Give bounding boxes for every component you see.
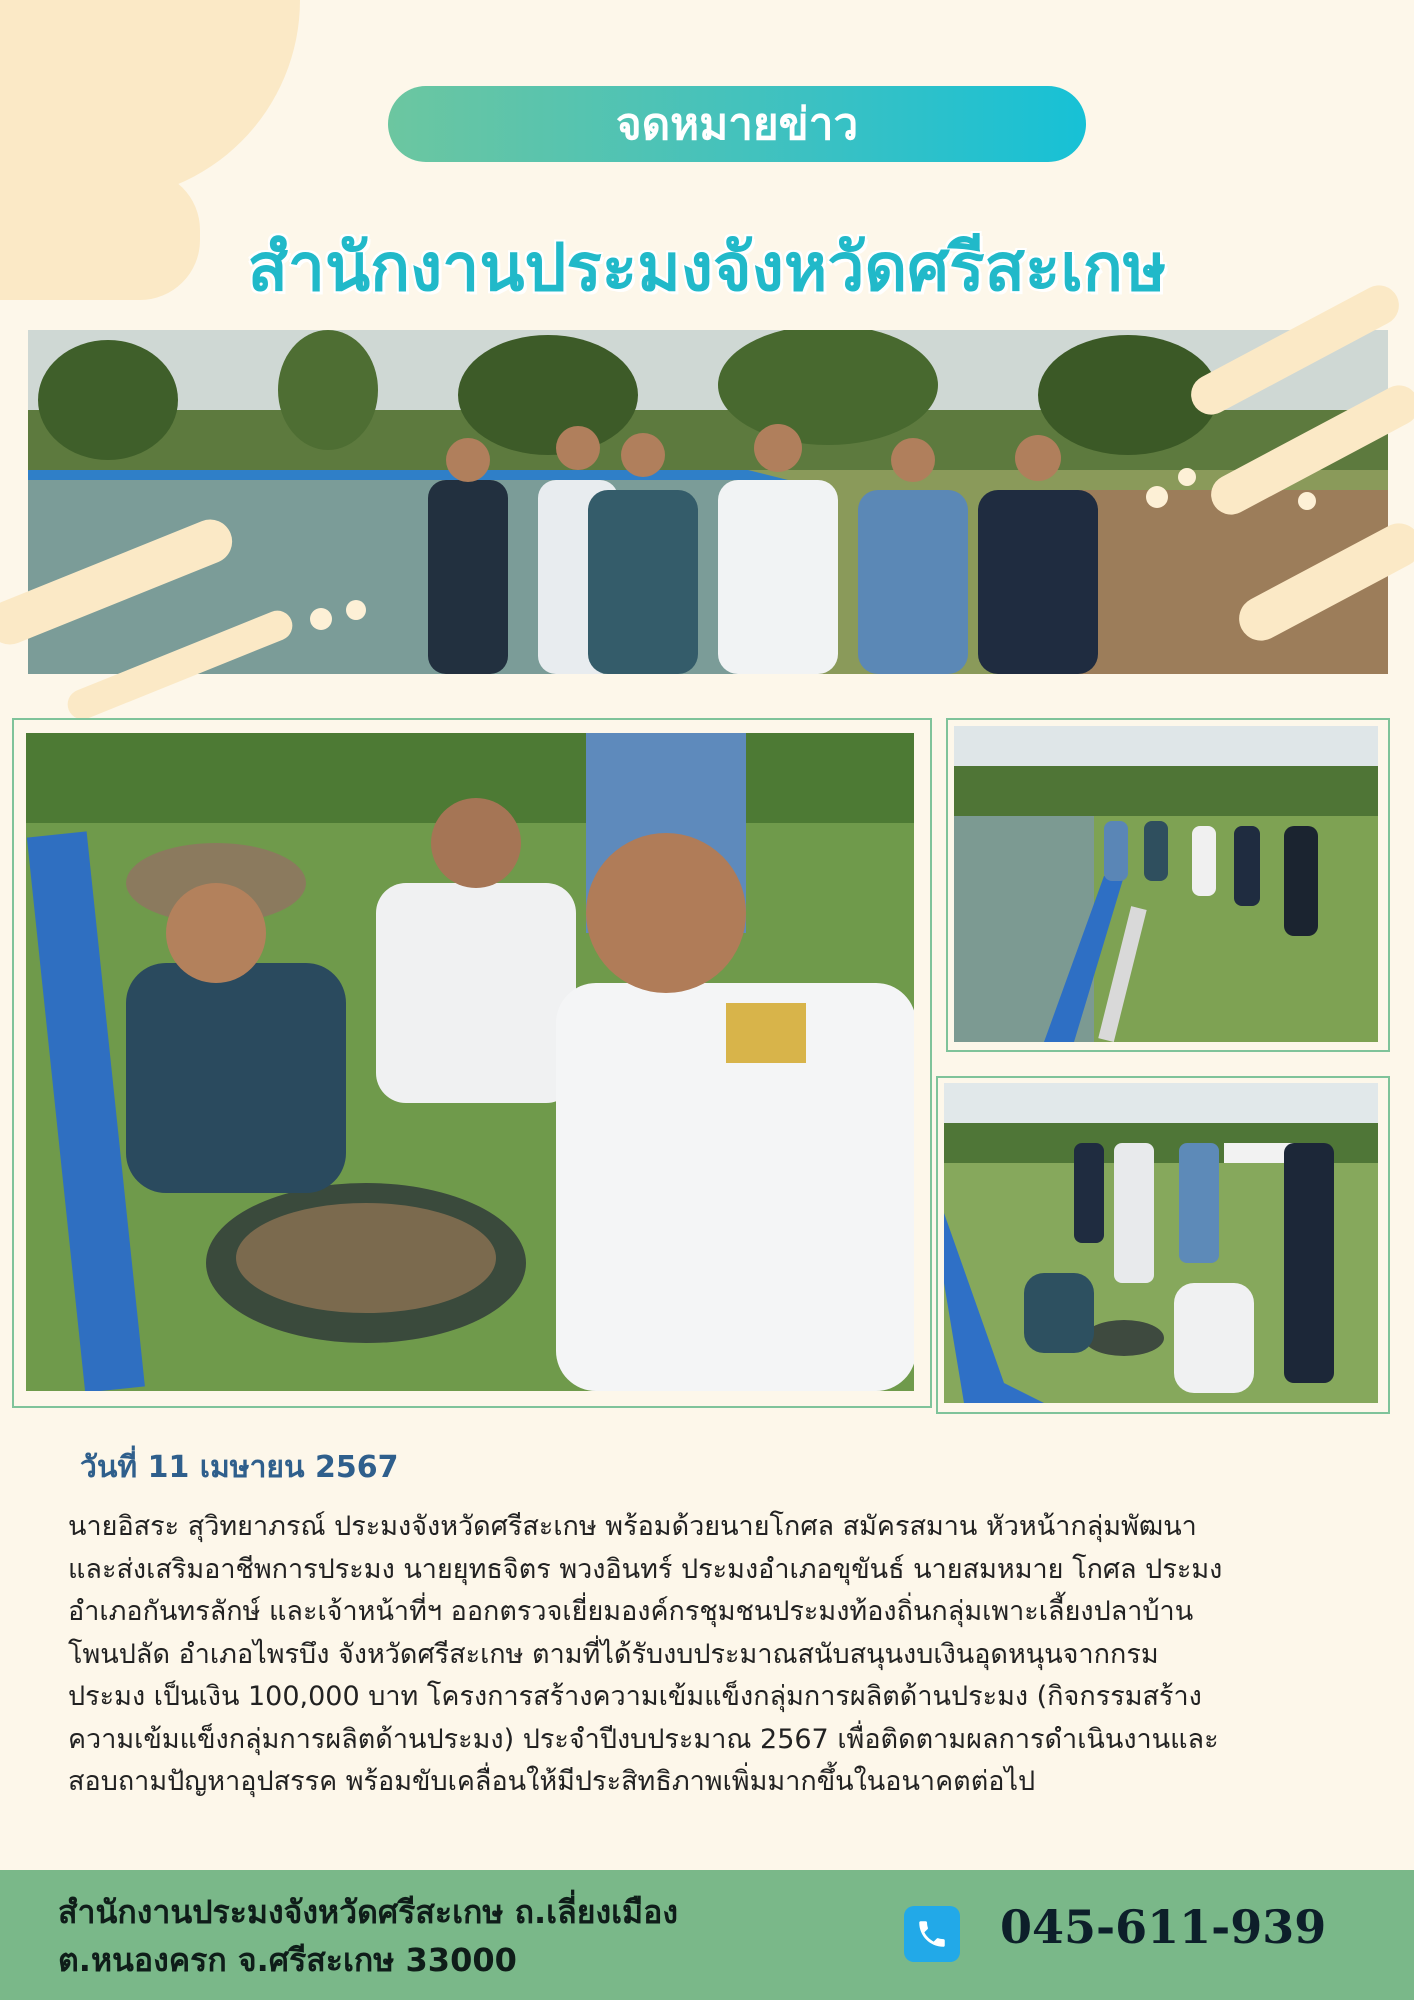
decorative-dot (310, 608, 332, 630)
decorative-dot (1146, 486, 1168, 508)
newsletter-badge (388, 86, 1086, 162)
phone-number[interactable]: 045-611-939 (1000, 1900, 1327, 1954)
article-line: อำเภอกันทรลักษ์ และเจ้าหน้าที่ฯ ออกตรวจเยี่ยมองค์กรชุมชนประมงท้องถิ่นกลุ่มเพาะเลี้ยงปลาบ้าน (68, 1596, 1194, 1627)
officials-inspecting-feed-photo (944, 1083, 1378, 1403)
phone-icon (904, 1906, 960, 1962)
officials-by-pond-photo (954, 726, 1378, 1042)
decorative-dot (346, 600, 366, 620)
article-date: วันที่ 11 เมษายน 2567 (80, 1450, 399, 1485)
footer-address (58, 1888, 678, 1984)
officer-holding-shrimp-photo (26, 733, 914, 1391)
article-line: นายอิสระ สุวิทยาภรณ์ ประมงจังหวัดศรีสะเกษ พร้อมด้วยนายโกศล สมัครสมาน หัวหน้ากลุ่มพัฒนา (68, 1511, 1197, 1542)
article-line: ความเข้มแข็งกลุ่มการผลิตด้านประมง) ประจำปีงบประมาณ 2567 เพื่อติดตามผลการดำเนินงานและ (68, 1723, 1219, 1755)
article-line: ประมง เป็นเงิน 100,000 บาท โครงการสร้างความเข้มแข็งกลุ่มการผลิตด้านประมง (กิจกรรมสร้าง (68, 1681, 1202, 1712)
address-line: ต.หนองครก จ.ศรีสะเกษ 33000 (58, 1941, 517, 1979)
newsletter-badge-label: จดหมายข่าว (615, 99, 859, 150)
article-body (68, 1506, 1348, 1804)
page-title: สำนักงานประมงจังหวัดศรีสะเกษ (247, 229, 1167, 306)
decorative-dot (1298, 492, 1316, 510)
group-photo-at-pond (28, 330, 1388, 674)
article-line: โพนปลัด อำเภอไพรบึง จังหวัดศรีสะเกษ ตามที่ได้รับงบประมาณสนับสนุนงบเงินอุดหนุนจากกรม (68, 1638, 1159, 1670)
article-line: สอบถามปัญหาอุปสรรค พร้อมขับเคลื่อนให้มีประสิทธิภาพเพิ่มมากขึ้นในอนาคตต่อไป (68, 1766, 1036, 1797)
article-line: และส่งเสริมอาชีพการประมง นายยุทธจิตร พวงอินทร์ ประมงอำเภอขุขันธ์ นายสมหมาย โกศล ประมง (68, 1553, 1223, 1585)
decorative-dot (1178, 468, 1196, 486)
address-line: สำนักงานประมงจังหวัดศรีสะเกษ ถ.เลี่ยงเมือง (58, 1893, 678, 1931)
